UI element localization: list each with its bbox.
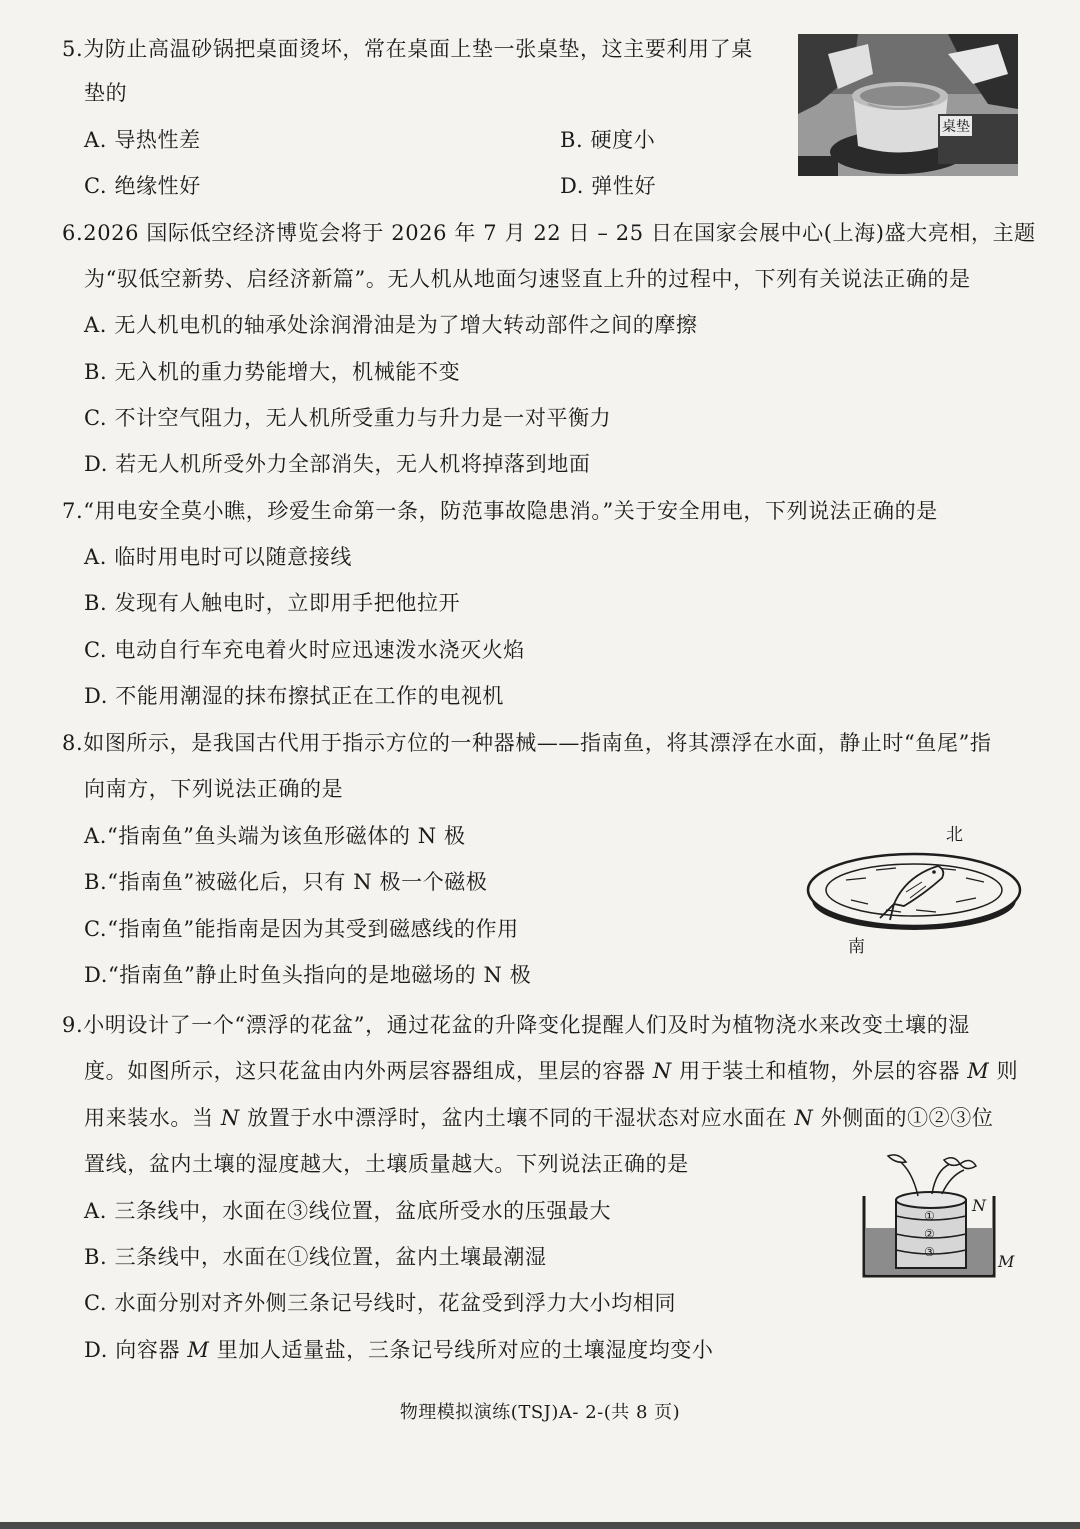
q7-option-c: C. 电动自行车充电着火时应迅速泼水浇灭火焰 — [84, 638, 525, 662]
q8-stem-line2: 向南方，下列说法正确的是 — [84, 777, 344, 801]
q9-option-a: A. 三条线中，水面在③线位置，盆底所受水的压强最大 — [84, 1199, 612, 1223]
q6-option-d: D. 若无人机所受外力全部消失，无人机将掉落到地面 — [84, 452, 591, 476]
q8-option-a: A.“指南鱼”鱼头端为该鱼形磁体的 N 极 — [84, 824, 466, 848]
q9-stem-line2-part2: 用于装土和植物，外层的容器 — [671, 1059, 968, 1083]
q6-stem-line2: 为“驭低空新势、启经济新篇”。无人机从地面匀速竖直上升的过程中，下列有关说法正确的是 — [84, 267, 971, 291]
q9-var-n: N — [220, 1106, 240, 1130]
compass-fish-drawing — [806, 820, 1026, 960]
q9-flowerpot-figure — [858, 1150, 1028, 1280]
q9-mark-3: ③ — [924, 1245, 935, 1259]
q7-option-b: B. 发现有人触电时，立即用手把他拉开 — [84, 591, 461, 615]
q9-stem-line2-part3: 则 — [989, 1059, 1019, 1083]
q5-option-d: D. 弹性好 — [560, 174, 657, 198]
q6-option-a: A. 无人机电机的轴承处涂润滑油是为了增大转动部件之间的摩擦 — [84, 313, 698, 337]
q9-mark-2: ② — [924, 1227, 935, 1241]
pot-on-mat-photo — [798, 34, 1018, 176]
q9-stem-line2 — [84, 1056, 1018, 1086]
page-footer: 物理模拟演练(TSJ)A- 2-(共 8 页) — [399, 1402, 681, 1423]
q5-figure-label: 桌垫 — [940, 116, 972, 136]
q5-option-a: A. 导热性差 — [84, 128, 201, 152]
q9-var-m: M — [967, 1059, 990, 1083]
q9-var-m: M — [187, 1338, 210, 1362]
q8-stem-line1: 8.如图所示，是我国古代用于指示方位的一种器械——指南鱼，将其漂浮在水面，静止时“鱼尾”指 — [62, 731, 992, 755]
q9-var-n: N — [652, 1059, 672, 1083]
q8-option-d: D.“指南鱼”静止时鱼头指向的是地磁场的 N 极 — [84, 963, 532, 987]
q8-option-b: B.“指南鱼”被磁化后，只有 N 极一个磁极 — [84, 870, 488, 894]
q6-stem-line1: 6.2026 国际低空经济博览会将于 2026 年 7 月 22 日 – 25 日在国家会展中心(上海)盛大亮相，主题 — [62, 221, 1036, 245]
q9-option-d-part1: D. 向容器 — [84, 1338, 188, 1362]
q7-option-a: A. 临时用电时可以随意接线 — [84, 545, 352, 569]
q6-option-c: C. 不计空气阻力，无人机所受重力与升力是一对平衡力 — [84, 406, 612, 430]
q8-south-label: 南 — [848, 937, 865, 957]
q8-north-label: 北 — [946, 825, 963, 845]
q9-stem-line2-part1: 度。如图所示，这只花盆由内外两层容器组成，里层的容器 — [84, 1059, 653, 1083]
q5-option-b: B. 硬度小 — [560, 128, 656, 152]
q9-stem-line3-part2: 放置于水中漂浮时，盆内土壤不同的干湿状态对应水面在 — [239, 1106, 795, 1130]
q9-figure-n-label: N — [972, 1196, 986, 1215]
q9-option-d — [84, 1335, 714, 1365]
q5-stem-line2: 垫的 — [84, 81, 128, 105]
q5-photo-figure — [798, 34, 1018, 176]
q8-option-c: C.“指南鱼”能指南是因为其受到磁感线的作用 — [84, 917, 519, 941]
q8-compass-fish-figure — [806, 820, 1026, 960]
q9-stem-line3-part1: 用来装水。当 — [84, 1106, 221, 1130]
q9-option-c: C. 水面分别对齐外侧三条记号线时，花盆受到浮力大小均相同 — [84, 1291, 677, 1315]
q9-var-n: N — [794, 1106, 814, 1130]
q9-option-b: B. 三条线中，水面在①线位置，盆内土壤最潮湿 — [84, 1245, 547, 1269]
q7-stem-line1: 7.“用电安全莫小瞧，珍爱生命第一条，防范事故隐患消。”关于安全用电，下列说法正确的是 — [62, 499, 938, 523]
scan-bottom-edge — [0, 1522, 1080, 1529]
q9-stem-line3 — [84, 1103, 993, 1133]
q9-mark-1: ① — [924, 1209, 935, 1223]
q7-option-d: D. 不能用潮湿的抹布擦拭正在工作的电视机 — [84, 684, 505, 708]
q6-option-b: B. 无入机的重力势能增大，机械能不变 — [84, 360, 461, 384]
q9-option-d-part2: 里加人适量盐，三条记号线所对应的土壤湿度均变小 — [209, 1338, 714, 1362]
q9-figure-m-label: M — [998, 1252, 1015, 1271]
q5-option-c: C. 绝缘性好 — [84, 174, 201, 198]
q9-stem-line3-part3: 外侧面的①②③位 — [813, 1106, 994, 1130]
q5-stem-line1: 5.为防止高温砂锅把桌面烫坏，常在桌面上垫一张桌垫，这主要利用了桌 — [62, 37, 753, 61]
q9-stem-line4: 置线，盆内土壤的湿度越大，土壤质量越大。下列说法正确的是 — [84, 1152, 689, 1176]
q9-stem-line1: 9.小明设计了一个“漂浮的花盆”，通过花盆的升降变化提醒人们及时为植物浇水来改变土壤的湿 — [62, 1013, 970, 1037]
